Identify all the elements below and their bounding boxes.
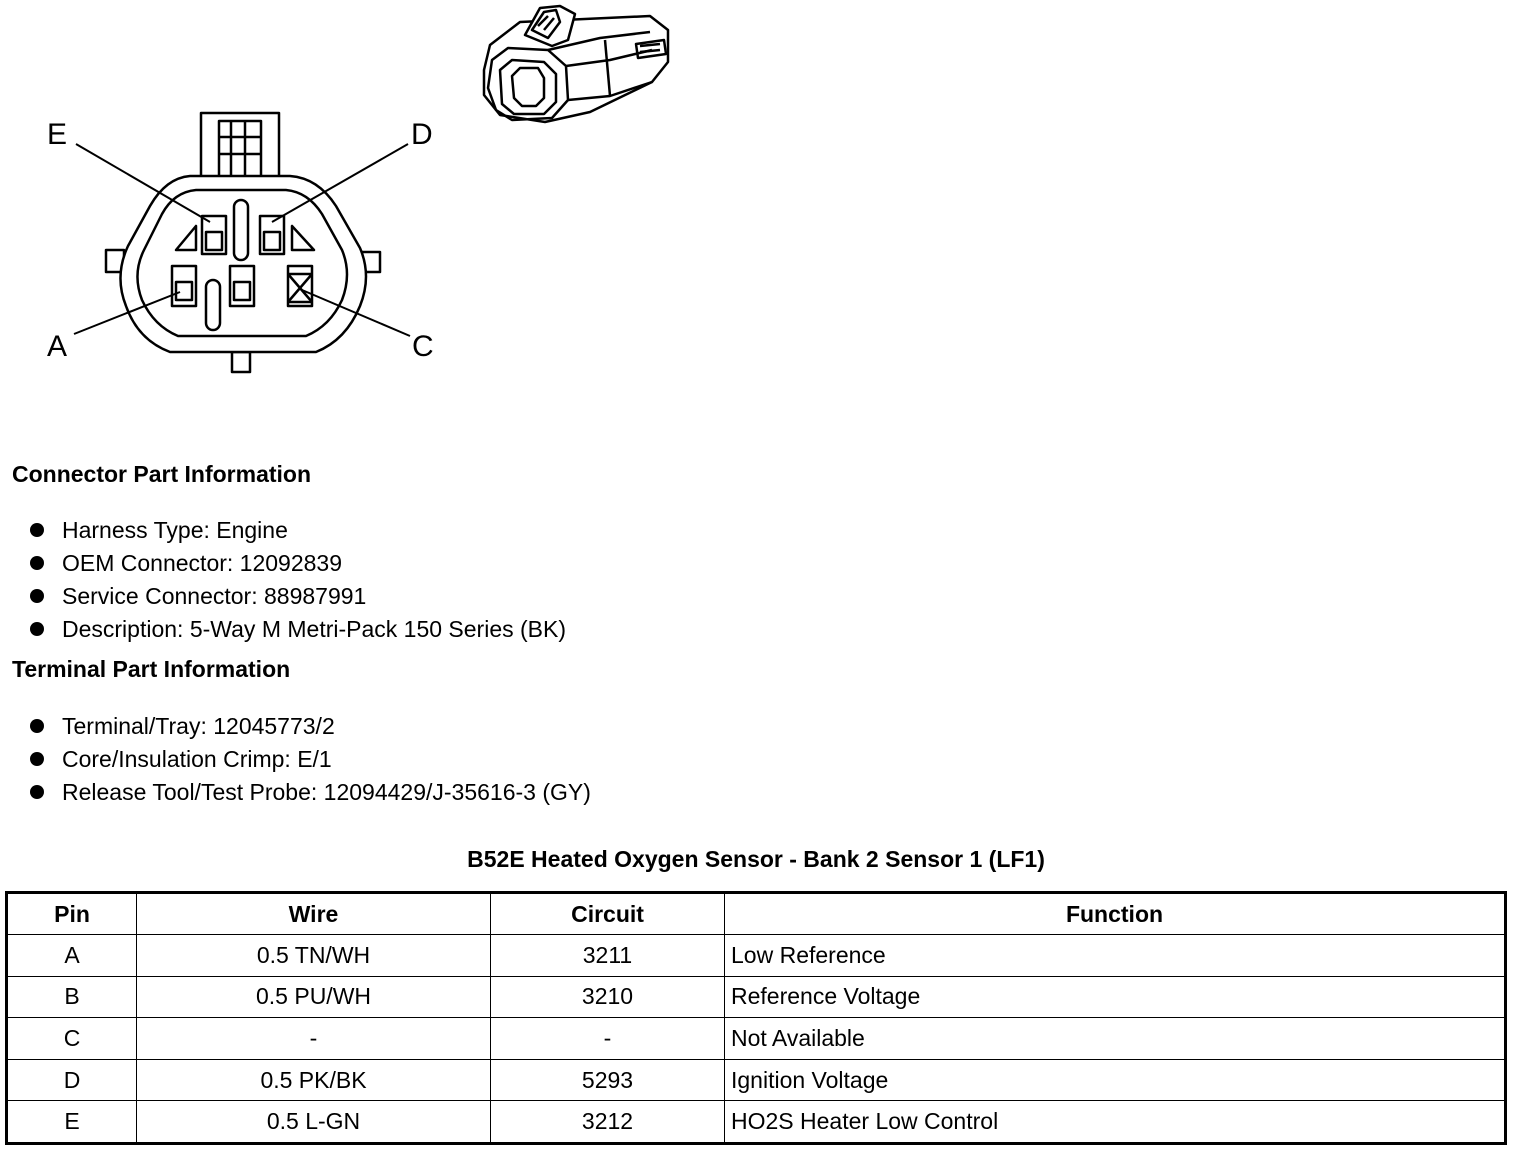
connector-info-list: [28, 515, 566, 647]
pin-label-d: D: [411, 118, 433, 151]
cell-function: Not Available: [725, 1018, 1506, 1060]
cell-pin: D: [7, 1059, 137, 1101]
bullet-icon: [30, 752, 44, 766]
list-item: [28, 515, 566, 548]
cell-circuit: 5293: [491, 1059, 725, 1101]
bullet-icon: [30, 719, 44, 733]
cell-pin: B: [7, 976, 137, 1018]
header-pin: Pin: [7, 893, 137, 935]
list-item-text: Core/Insulation Crimp: E/1: [62, 746, 332, 772]
header-function: Function: [725, 893, 1506, 935]
table-row: [7, 1101, 1506, 1144]
cell-wire: 0.5 PU/WH: [137, 976, 491, 1018]
bullet-icon: [30, 523, 44, 537]
cell-pin: E: [7, 1101, 137, 1144]
list-item-text: OEM Connector: 12092839: [62, 550, 343, 576]
list-item: [28, 614, 566, 647]
cell-circuit: 3211: [491, 935, 725, 977]
list-item: [28, 744, 591, 777]
cell-function: Low Reference: [725, 935, 1506, 977]
list-item-text: Release Tool/Test Probe: 12094429/J-35616-3 (GY): [62, 779, 591, 805]
cell-circuit: -: [491, 1018, 725, 1060]
header-circuit: Circuit: [491, 893, 725, 935]
pin-label-c: C: [412, 330, 434, 363]
list-item-text: Harness Type: Engine: [62, 517, 288, 543]
table-row: [7, 935, 1506, 977]
list-item: [28, 777, 591, 810]
cell-function: Reference Voltage: [725, 976, 1506, 1018]
table-header-row: [7, 893, 1506, 935]
terminal-info-list: [28, 711, 591, 810]
bullet-icon: [30, 622, 44, 636]
list-item-text: Service Connector: 88987991: [62, 583, 367, 609]
list-item: [28, 581, 566, 614]
bullet-icon: [30, 556, 44, 570]
cell-circuit: 3212: [491, 1101, 725, 1144]
cell-wire: -: [137, 1018, 491, 1060]
list-item-text: Description: 5-Way M Metri-Pack 150 Series (BK): [62, 616, 567, 642]
bullet-icon: [30, 785, 44, 799]
table-row: [7, 1018, 1506, 1060]
pin-label-a: A: [47, 330, 68, 363]
table-row: [7, 1059, 1506, 1101]
header-wire: Wire: [137, 893, 491, 935]
cell-function: HO2S Heater Low Control: [725, 1101, 1506, 1144]
connector-isometric-view: [484, 6, 668, 122]
cell-function: Ignition Voltage: [725, 1059, 1506, 1101]
cell-wire: 0.5 TN/WH: [137, 935, 491, 977]
terminal-info-heading: Terminal Part Information: [12, 656, 291, 682]
connector-front-face: [106, 113, 380, 372]
pin-table: [5, 891, 1507, 1145]
connector-info-heading: Connector Part Information: [12, 461, 312, 487]
cell-wire: 0.5 L-GN: [137, 1101, 491, 1144]
list-item: [28, 548, 566, 581]
pin-label-e: E: [47, 118, 68, 151]
cell-pin: A: [7, 935, 137, 977]
table-row: [7, 976, 1506, 1018]
list-item-text: Terminal/Tray: 12045773/2: [62, 713, 335, 739]
list-item: [28, 711, 591, 744]
bullet-icon: [30, 589, 44, 603]
connector-diagram: [0, 0, 700, 420]
cell-wire: 0.5 PK/BK: [137, 1059, 491, 1101]
cell-circuit: 3210: [491, 976, 725, 1018]
table-title: B52E Heated Oxygen Sensor - Bank 2 Sensor 1 (LF1): [467, 846, 1045, 872]
cell-pin: C: [7, 1018, 137, 1060]
